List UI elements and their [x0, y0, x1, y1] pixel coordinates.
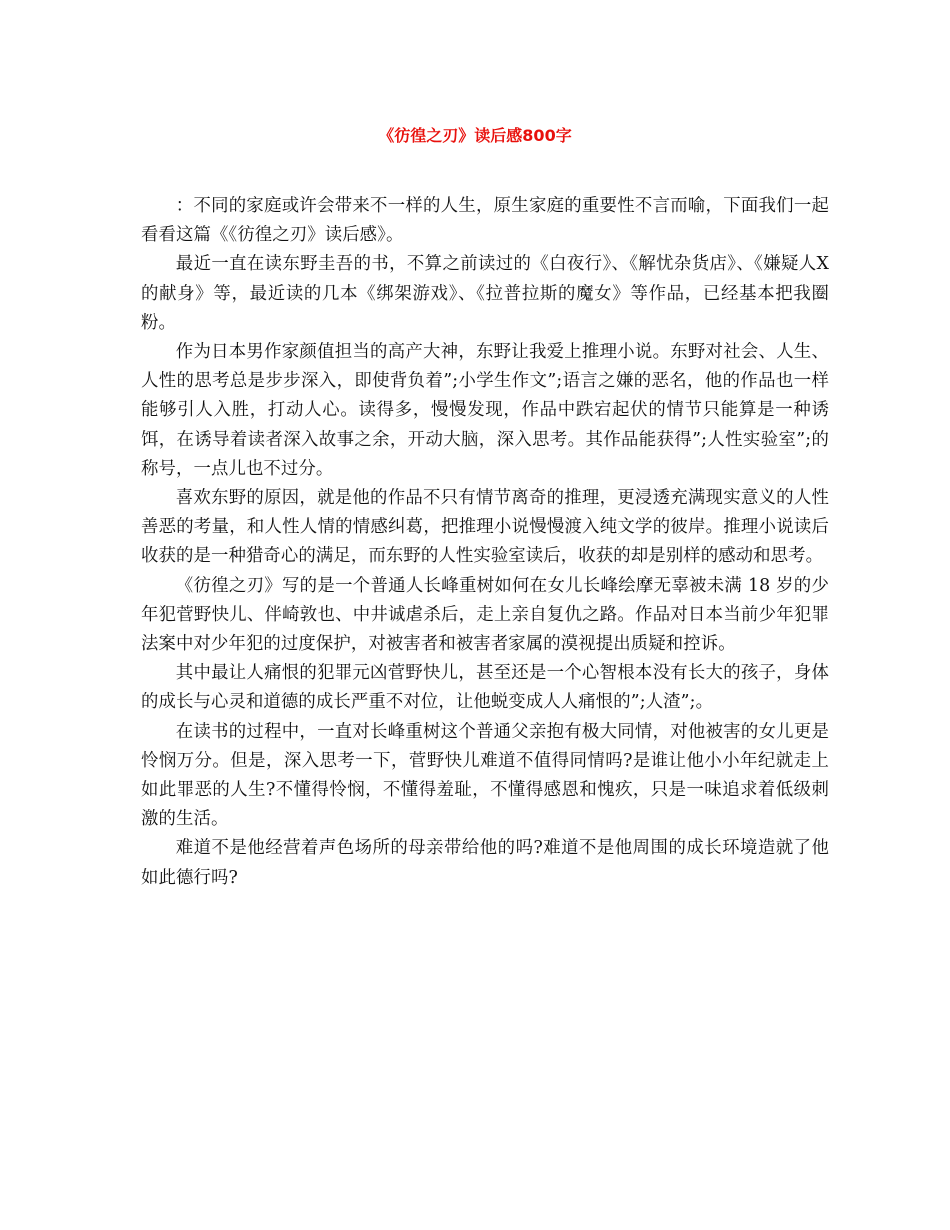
- paragraph: 作为日本男作家颜值担当的高产大神，东野让我爱上推理小说。东野对社会、人生、人性的思考总是步步深入，即使背负着”;小学生作文”;语言之嫌的恶名，他的作品也一样能够引人入胜，打动人心。读得多，慢慢发现，作品中跌宕起伏的情节只能算是一种诱饵，在诱导着读者深入故事之余，开动大脑，深入思考。其作品能获得”;人性实验室”;的称号，一点儿也不过分。: [141, 342, 829, 479]
- paragraph: 喜欢东野的原因，就是他的作品不只有情节离奇的推理，更浸透充满现实意义的人性善恶的考量，和人性人情的情感纠葛，把推理小说慢慢渡入纯文学的彼岸。推理小说读后收获的是一种猎奇心的满足，而东野的人性实验室读后，收获的却是别样的感动和思考。: [141, 488, 829, 567]
- paragraph: 《彷徨之刃》写的是一个普通人长峰重树如何在女儿长峰绘摩无辜被未满 18 岁的少年犯菅野快儿、伴崎敦也、中井诚虐杀后，走上亲自复仇之路。作品对日本当前少年犯罪法案中对少年犯的过度保护，对被害者和被害者家属的漠视提出质疑和控诉。: [141, 575, 829, 655]
- document-title: 《彷徨之刃》读后感800字: [378, 126, 572, 145]
- paragraph: 其中最让人痛恨的犯罪元凶菅野快儿，甚至还是一个心智根本没有长大的孩子，身体的成长与心灵和道德的成长严重不对位，让他蜕变成人人痛恨的”;人渣”;。: [141, 663, 829, 713]
- paragraph: 最近一直在读东野圭吾的书，不算之前读过的《白夜行》、《解忧杂货店》、《嫌疑人X的献身》等，最近读的几本《绑架游戏》、《拉普拉斯的魔女》等作品，已经基本把我圈粉。: [141, 254, 829, 333]
- paragraph: 难道不是他经营着声色场所的母亲带给他的吗?难道不是他周围的成长环境造就了他如此德行吗?: [141, 838, 829, 888]
- paragraph: 在读书的过程中，一直对长峰重树这个普通父亲抱有极大同情，对他被害的女儿更是怜悯万分。但是，深入思考一下，菅野快儿难道不值得同情吗?是谁让他小小年纪就走上如此罪恶的人生?不懂得怜悯，不懂得羞耻，不懂得感恩和愧疚，只是一味追求着低级刺激的生活。: [141, 721, 829, 830]
- paragraph-intro: ：不同的家庭或许会带来不一样的人生，原生家庭的重要性不言而喻，下面我们一起看看这篇《《彷徨之刃》读后感》。: [141, 196, 829, 246]
- document-body: [141, 192, 829, 893]
